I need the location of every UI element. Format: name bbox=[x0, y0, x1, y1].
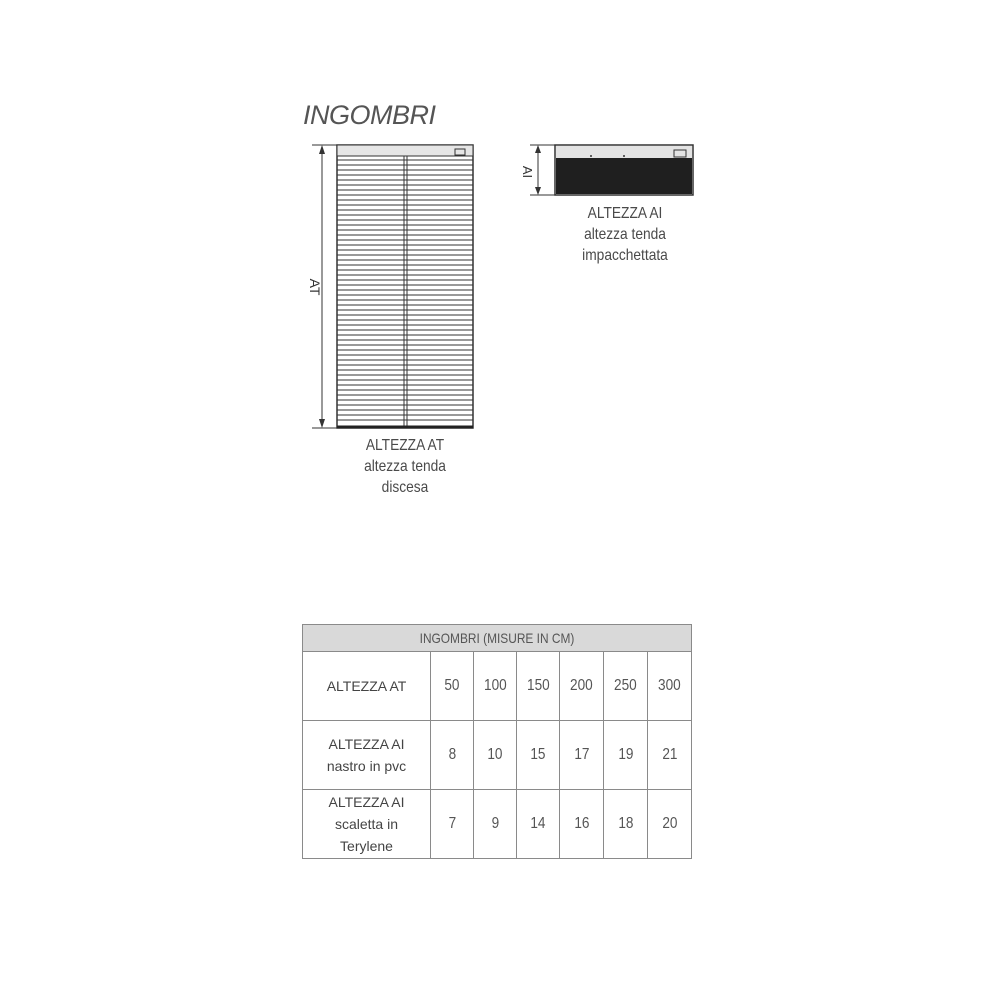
caption-line: discesa bbox=[381, 479, 429, 496]
ai-dimension-label: AI bbox=[520, 165, 535, 179]
arrow-up-icon bbox=[319, 145, 325, 154]
caption-line: ALTEZZA AT bbox=[365, 437, 445, 454]
arrow-up-icon bbox=[535, 145, 541, 153]
table-cell: 50 bbox=[431, 652, 474, 721]
table-cell: 9 bbox=[474, 790, 517, 859]
caption-line: impacchettata bbox=[582, 247, 668, 264]
table-cell: 16 bbox=[560, 790, 604, 859]
arrow-down-icon bbox=[319, 419, 325, 428]
table-cell: 20 bbox=[648, 790, 692, 859]
table-header: INGOMBRI (MISURE IN CM) bbox=[303, 625, 692, 652]
table-cell: 7 bbox=[431, 790, 474, 859]
table-cell: 250 bbox=[604, 652, 648, 721]
table-cell: 17 bbox=[560, 721, 604, 790]
caption-line: ALTEZZA AI bbox=[587, 205, 663, 222]
table-cell: 10 bbox=[474, 721, 517, 790]
ai-dimension bbox=[520, 145, 555, 195]
table-cell: 19 bbox=[604, 721, 648, 790]
row-label: ALTEZZA AI nastro in pvc bbox=[303, 721, 431, 790]
dimensions-table bbox=[302, 624, 692, 859]
packed-slats bbox=[556, 158, 692, 194]
table-cell: 200 bbox=[560, 652, 604, 721]
table-row bbox=[303, 721, 692, 790]
caption-line: altezza tenda bbox=[584, 226, 666, 243]
table-cell: 8 bbox=[431, 721, 474, 790]
table-cell: 15 bbox=[517, 721, 560, 790]
caption-ai bbox=[539, 203, 711, 266]
row-label: ALTEZZA AT bbox=[303, 652, 431, 721]
table-row bbox=[303, 652, 692, 721]
table-cell: 21 bbox=[648, 721, 692, 790]
at-dimension bbox=[307, 145, 337, 428]
page-title: INGOMBRI bbox=[303, 100, 436, 130]
table-cell: 100 bbox=[474, 652, 517, 721]
caption-at bbox=[319, 435, 491, 498]
caption-line: altezza tenda bbox=[364, 458, 446, 475]
at-dimension-label: AT bbox=[307, 278, 323, 296]
arrow-down-icon bbox=[535, 187, 541, 195]
table-cell: 14 bbox=[517, 790, 560, 859]
headrail bbox=[337, 145, 473, 156]
table-cell: 18 bbox=[604, 790, 648, 859]
blind-full-drawing bbox=[337, 145, 473, 428]
blind-full-frame bbox=[337, 145, 473, 428]
table-cell: 150 bbox=[517, 652, 560, 721]
row-label: ALTEZZA AI scaletta in Terylene bbox=[303, 790, 431, 859]
table-row bbox=[303, 790, 692, 859]
blind-packed-drawing bbox=[555, 145, 693, 195]
table-cell: 300 bbox=[648, 652, 692, 721]
